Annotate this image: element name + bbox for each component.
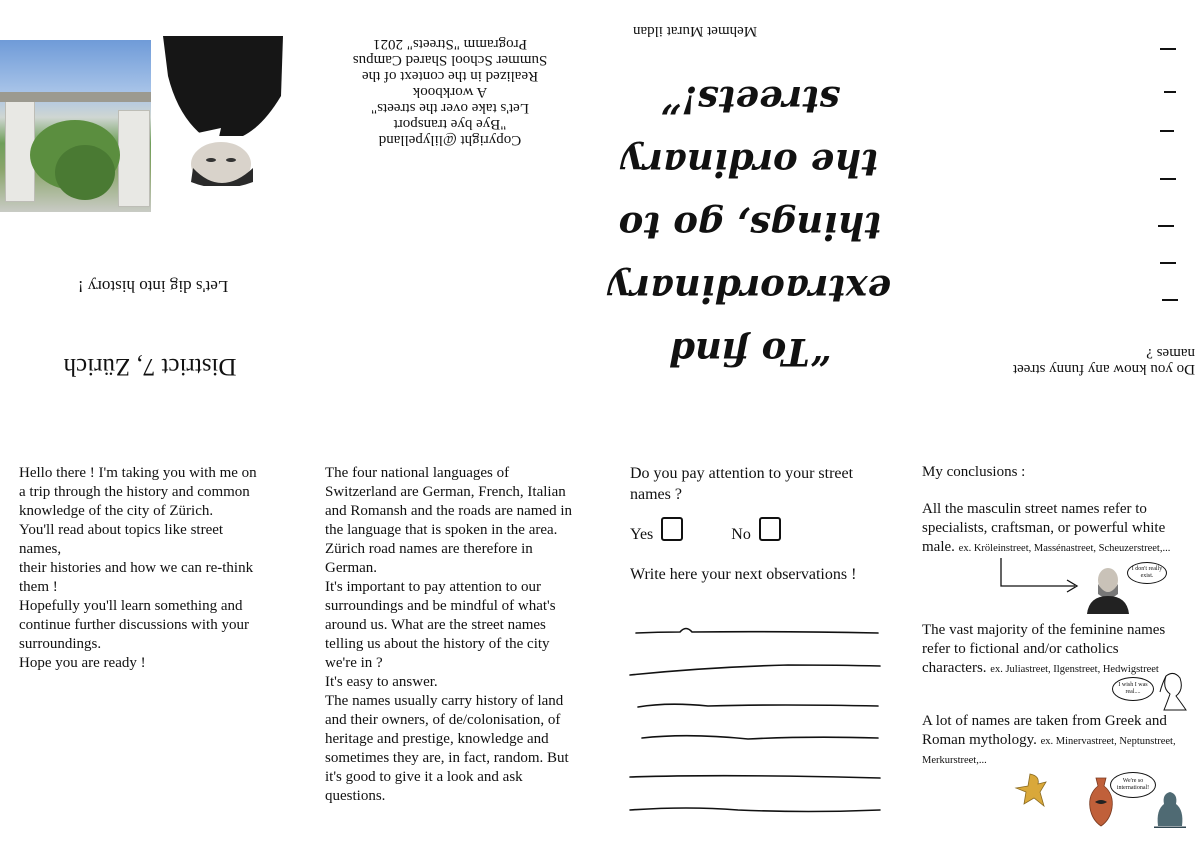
- intro-line: surroundings.: [19, 636, 102, 652]
- languages-paragraph: The four national languages of Switzerland are German, French, Italian and Romansh and the roads are named in the language that is spoken in the area. Zürich road names are therefore in German.: [325, 465, 573, 576]
- mercury-statue: [1010, 770, 1052, 812]
- bearded-man-portrait: [1085, 566, 1131, 614]
- mythology-examples: ex. Minervastreet, Neptunstreet, Merkurstreet,...: [922, 736, 1176, 766]
- arrow-icon: [995, 556, 1085, 596]
- portrait-photo: [163, 36, 283, 186]
- copyright-block: [330, 36, 570, 148]
- yes-label: Yes: [630, 526, 654, 543]
- dig-into-history: Let's dig into history !: [77, 277, 229, 296]
- intro-line: knowledge of the city of Zürich.: [19, 503, 214, 519]
- answer-tick: [1160, 48, 1176, 50]
- intro-line: a trip through the history and common: [19, 484, 250, 500]
- observations-prompt: Write here your next observations !: [630, 566, 857, 583]
- copyright-line: "Bye bye transport: [393, 116, 507, 132]
- speech-bubble: We're so international!: [1110, 772, 1156, 798]
- district-title: District 7, Zürich: [63, 353, 237, 380]
- copyright-line: A workbook: [412, 84, 488, 100]
- conclusions-title: My conclusions :: [922, 464, 1026, 480]
- quote-line: the ordinary: [621, 141, 879, 185]
- intro-line: Hello there ! I'm taking you with me on: [19, 465, 257, 481]
- copyright-line: Let's take over the streets": [371, 100, 529, 116]
- no-label: No: [731, 526, 751, 543]
- copyright-line: Summer School Shared Campus: [352, 52, 548, 68]
- copyright-line: Copyright @lilypelland: [378, 132, 522, 148]
- copyright-line: Programm "Streets" 2021: [373, 36, 527, 52]
- attention-paragraph: It's important to pay attention to our surroundings and be mindful of what's around us. What are the street names telling us about the history of the city we're in ?: [325, 579, 556, 671]
- speech-bubble: I don't really exist.: [1127, 562, 1167, 584]
- handwritten-lines: [628, 620, 884, 820]
- easy-answer: It's easy to answer.: [325, 674, 438, 690]
- quote-line: extraordinary: [608, 267, 892, 311]
- answer-tick: [1158, 225, 1174, 227]
- quote-line: “To find: [669, 330, 831, 374]
- neptune-statue: [1150, 786, 1190, 828]
- masculine-conclusion: All the masculin street names refer to specialists, craftsman, or powerful white male. ex. Kröleinstreet, Massénastreet, Scheuzerstreet,...: [922, 501, 1171, 555]
- intro-line: their histories and how we can re-think them !: [19, 560, 254, 595]
- speech-bubble: I wish I was real....: [1112, 677, 1154, 701]
- quote-author: Mehmet Murat ildan: [632, 23, 758, 39]
- feminine-conclusion: The vast majority of the feminine names refer to fictional and/or catholics characters. ex. Juliastreet, Ilgenstreet, Hedwigstreet: [922, 622, 1166, 676]
- writing-line: [638, 704, 878, 707]
- answer-tick: [1162, 299, 1178, 301]
- yes-no-choice: [630, 517, 781, 544]
- intro-line: continue further discussions with your: [19, 617, 249, 633]
- no-checkbox[interactable]: [759, 517, 781, 541]
- cover-quote: [600, 68, 900, 383]
- writing-line: [630, 776, 880, 778]
- intro-line: Hopefully you'll learn something and: [19, 598, 243, 614]
- intro-line: You'll read about topics like street names,: [19, 522, 224, 557]
- copyright-line: Realized in the context of the: [361, 68, 539, 84]
- answer-tick: [1160, 130, 1174, 132]
- languages-panel: [325, 464, 580, 806]
- writing-line: [636, 629, 878, 634]
- quote-line: things, go to: [618, 204, 882, 248]
- kneeling-woman-sketch: [1156, 670, 1192, 712]
- conclusions-panel: [922, 463, 1182, 769]
- intro-line: Hope you are ready !: [19, 655, 146, 671]
- masculine-examples: ex. Kröleinstreet, Massénastreet, Scheuzerstreet,...: [958, 543, 1171, 554]
- history-paragraph: The names usually carry history of land and their owners, of de/colonisation, of heritage and prestige, knowledge and sometimes they are, in fact, random. But it's good to give it a look and ask questions.: [325, 693, 569, 804]
- answer-tick: [1160, 262, 1176, 264]
- writing-line: [642, 736, 878, 739]
- answer-tick: [1160, 178, 1176, 180]
- quote-line: streets!”: [660, 78, 840, 122]
- mythology-conclusion: A lot of names are taken from Greek and Roman mythology. ex. Minervastreet, Neptunstreet, Merkurstreet,...: [922, 713, 1176, 766]
- yes-checkbox[interactable]: [661, 517, 683, 541]
- street-photo: [0, 40, 151, 212]
- answer-tick: [1164, 91, 1176, 93]
- writing-line: [630, 808, 880, 812]
- intro-panel: [19, 464, 259, 673]
- feminine-examples: ex. Juliastreet, Ilgenstreet, Hedwigstreet: [990, 664, 1159, 675]
- attention-question: Do you pay attention to your street names ?: [630, 465, 854, 503]
- funny-names-question: Do you know any funny street names ?: [1012, 345, 1195, 377]
- writing-line: [630, 665, 880, 675]
